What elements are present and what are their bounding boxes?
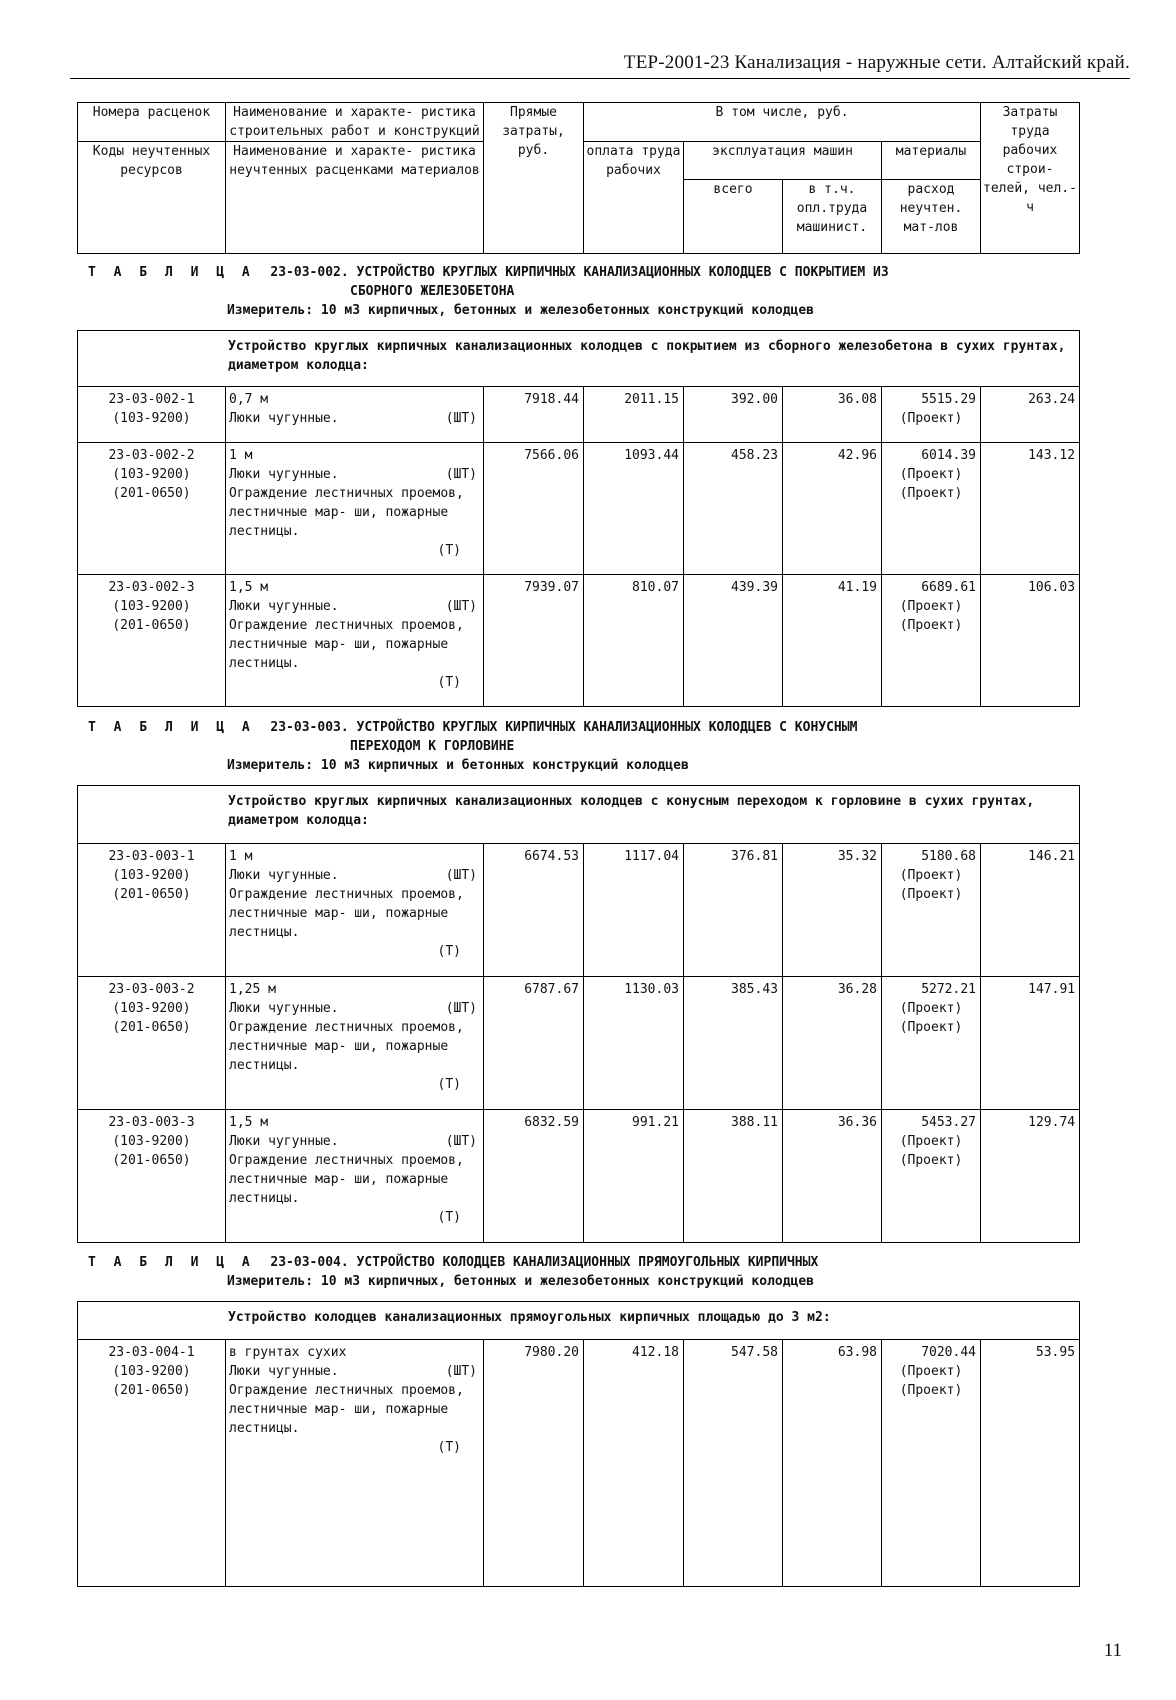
code-cell — [78, 443, 226, 575]
labor-pay: 412.18 — [584, 1340, 684, 1587]
table-row — [78, 1110, 1080, 1243]
direct-costs: 7980.20 — [484, 1340, 584, 1587]
name-cell — [226, 387, 484, 443]
table-row — [78, 1340, 1080, 1587]
labor-hours: 53.95 — [981, 1340, 1080, 1587]
table-row — [78, 844, 1080, 977]
header-name-works: Наименование и характе- ристика строительных работ и конструкций — [226, 103, 484, 142]
name-cell — [226, 1110, 484, 1243]
labor-pay: 1117.04 — [584, 844, 684, 977]
code-cell — [78, 575, 226, 707]
materials-note: (Проект) — [899, 411, 963, 426]
materials-note: (Проект) — [899, 486, 963, 501]
materials-note: (Проект) — [899, 1364, 963, 1379]
work-size: 1 м — [229, 448, 253, 463]
fence-label: Ограждение лестничных проемов, лестничные мар- ши, пожарные лестницы. — [229, 887, 464, 940]
materials-value: 7020.44 — [921, 1345, 976, 1360]
table-label: Т А Б Л И Ц А — [88, 1255, 255, 1270]
operator-pay: 36.08 — [783, 387, 882, 443]
hatches-label: Люки чугунные. — [229, 467, 339, 482]
table-label: Т А Б Л И Ц А — [88, 265, 255, 280]
header-including: В том числе, руб. — [584, 103, 981, 142]
table-title: 23-03-002. УСТРОЙСТВО КРУГЛЫХ КИРПИЧНЫХ КАНАЛИЗАЦИОННЫХ КОЛОДЦЕВ С ПОКРЫТИЕМ ИЗ — [270, 265, 889, 280]
direct-costs: 7566.06 — [484, 443, 584, 575]
header-resource-codes: Коды неучтенных ресурсов — [78, 142, 226, 254]
unit-label: (Т) — [437, 1440, 461, 1455]
table-row — [78, 443, 1080, 575]
fence-label: Ограждение лестничных проемов, лестничные мар- ши, пожарные лестницы. — [229, 1020, 464, 1073]
section-title — [88, 263, 1088, 320]
header-materials: материалы — [882, 142, 981, 180]
direct-costs: 6674.53 — [484, 844, 584, 977]
materials-cell — [882, 844, 981, 977]
price-code: 23-03-004-1 — [108, 1345, 195, 1360]
materials-value: 6689.61 — [921, 580, 976, 595]
unit-label: (Т) — [437, 543, 461, 558]
fence-label: Ограждение лестничных проемов, лестничные мар- ши, пожарные лестницы. — [229, 486, 464, 539]
machines-total: 376.81 — [684, 844, 783, 977]
hatches-label: Люки чугунные. — [229, 1364, 339, 1379]
materials-note: (Проект) — [899, 467, 963, 482]
labor-pay: 2011.15 — [584, 387, 684, 443]
direct-costs: 7939.07 — [484, 575, 584, 707]
column-header-table — [77, 102, 1080, 254]
resource-code: (103-9200) — [112, 467, 191, 482]
hatches-label: Люки чугунные. — [229, 1134, 339, 1149]
resource-code: (103-9200) — [112, 411, 191, 426]
materials-note: (Проект) — [899, 618, 963, 633]
machines-total: 458.23 — [684, 443, 783, 575]
work-size: 1 м — [229, 849, 253, 864]
resource-code: (201-0650) — [112, 618, 191, 633]
header-material-usage: расход неучтен. мат-лов — [882, 180, 981, 254]
name-cell — [226, 1340, 484, 1587]
materials-note: (Проект) — [899, 599, 963, 614]
labor-pay: 810.07 — [584, 575, 684, 707]
work-size: 1,5 м — [229, 1115, 269, 1130]
price-code: 23-03-003-3 — [108, 1115, 195, 1130]
materials-note: (Проект) — [899, 1383, 963, 1398]
resource-code: (201-0650) — [112, 1153, 191, 1168]
table-row — [78, 575, 1080, 707]
header-total: всего — [684, 180, 783, 254]
header-labor-pay: оплата труда рабочих — [584, 142, 684, 254]
fence-label: Ограждение лестничных проемов, лестничные мар- ши, пожарные лестницы. — [229, 618, 464, 671]
name-cell — [226, 575, 484, 707]
materials-value: 5453.27 — [921, 1115, 976, 1130]
resource-code: (103-9200) — [112, 1134, 191, 1149]
price-table — [77, 330, 1080, 707]
unit-label: (ШТ) — [445, 599, 477, 614]
hatches-label: Люки чугунные. — [229, 868, 339, 883]
work-size: 0,7 м — [229, 392, 269, 407]
name-cell — [226, 443, 484, 575]
labor-hours: 146.21 — [981, 844, 1080, 977]
unit-label: (Т) — [437, 1210, 461, 1225]
labor-hours: 129.74 — [981, 1110, 1080, 1243]
code-cell — [78, 977, 226, 1110]
unit-label: (ШТ) — [445, 1134, 477, 1149]
work-size: 1,25 м — [229, 982, 276, 997]
work-size: в грунтах сухих — [229, 1345, 347, 1360]
code-cell — [78, 1340, 226, 1587]
operator-pay: 63.98 — [783, 1340, 882, 1587]
materials-cell — [882, 443, 981, 575]
direct-costs: 6832.59 — [484, 1110, 584, 1243]
table-title-cont: ПЕРЕХОДОМ К ГОРЛОВИНЕ — [350, 739, 515, 754]
materials-cell — [882, 1340, 981, 1587]
price-code: 23-03-002-2 — [108, 448, 195, 463]
resource-code: (201-0650) — [112, 1020, 191, 1035]
section-intro: Устройство круглых кирпичных канализационных колодцев с конусным переходом к горловине в сухих грунтах, диаметром колодца: — [78, 786, 1080, 844]
table-title: 23-03-003. УСТРОЙСТВО КРУГЛЫХ КИРПИЧНЫХ КАНАЛИЗАЦИОННЫХ КОЛОДЦЕВ С КОНУСНЫМ — [270, 720, 858, 735]
machines-total: 439.39 — [684, 575, 783, 707]
materials-note: (Проект) — [899, 1020, 963, 1035]
header-name-resources: Наименование и характе- ристика неучтенных расценками материалов — [226, 142, 484, 254]
operator-pay: 36.28 — [783, 977, 882, 1110]
materials-cell — [882, 387, 981, 443]
machines-total: 388.11 — [684, 1110, 783, 1243]
materials-value: 5272.21 — [921, 982, 976, 997]
hatches-label: Люки чугунные. — [229, 411, 339, 426]
section-title — [88, 1253, 1088, 1291]
table-label: Т А Б Л И Ц А — [88, 720, 255, 735]
header-direct-costs: Прямые затраты, руб. — [484, 103, 584, 254]
price-code: 23-03-003-1 — [108, 849, 195, 864]
materials-note: (Проект) — [899, 1153, 963, 1168]
materials-value: 5515.29 — [921, 392, 976, 407]
section-intro: Устройство круглых кирпичных канализационных колодцев с покрытием из сборного железобетона в сухих грунтах, диаметром колодца: — [78, 331, 1080, 387]
labor-pay: 1093.44 — [584, 443, 684, 575]
materials-note: (Проект) — [899, 887, 963, 902]
resource-code: (201-0650) — [112, 1383, 191, 1398]
name-cell — [226, 844, 484, 977]
unit-label: (ШТ) — [445, 868, 477, 883]
header-operator-pay: в т.ч. опл.труда машинист. — [783, 180, 882, 254]
unit-label: (Т) — [437, 1077, 461, 1092]
fence-label: Ограждение лестничных проемов, лестничные мар- ши, пожарные лестницы. — [229, 1153, 464, 1206]
unit-label: (Т) — [437, 944, 461, 959]
meter: Измеритель: 10 м3 кирпичных и бетонных конструкций колодцев — [227, 758, 689, 773]
header-rule — [70, 78, 1130, 79]
materials-value: 5180.68 — [921, 849, 976, 864]
materials-cell — [882, 575, 981, 707]
header-labor-costs: Затраты труда рабочих строи- телей, чел.-ч — [981, 103, 1080, 254]
operator-pay: 42.96 — [783, 443, 882, 575]
header-machine-operation: эксплуатация машин — [684, 142, 882, 180]
operator-pay: 35.32 — [783, 844, 882, 977]
materials-cell — [882, 977, 981, 1110]
labor-pay: 1130.03 — [584, 977, 684, 1110]
table-title: 23-03-004. УСТРОЙСТВО КОЛОДЦЕВ КАНАЛИЗАЦИОННЫХ ПРЯМОУГОЛЬНЫХ КИРПИЧНЫХ — [270, 1255, 819, 1270]
resource-code: (103-9200) — [112, 599, 191, 614]
code-cell — [78, 844, 226, 977]
work-size: 1,5 м — [229, 580, 269, 595]
labor-pay: 991.21 — [584, 1110, 684, 1243]
labor-hours: 263.24 — [981, 387, 1080, 443]
labor-hours: 143.12 — [981, 443, 1080, 575]
hatches-label: Люки чугунные. — [229, 1001, 339, 1016]
resource-code: (103-9200) — [112, 868, 191, 883]
page-number: 11 — [1103, 1640, 1122, 1661]
operator-pay: 36.36 — [783, 1110, 882, 1243]
name-cell — [226, 977, 484, 1110]
unit-label: (Т) — [437, 675, 461, 690]
direct-costs: 7918.44 — [484, 387, 584, 443]
machines-total: 385.43 — [684, 977, 783, 1110]
materials-note: (Проект) — [899, 1134, 963, 1149]
unit-label: (ШТ) — [445, 1001, 477, 1016]
materials-note: (Проект) — [899, 868, 963, 883]
price-code: 23-03-003-2 — [108, 982, 195, 997]
resource-code: (201-0650) — [112, 887, 191, 902]
table-row — [78, 387, 1080, 443]
price-code: 23-03-002-1 — [108, 392, 195, 407]
labor-hours: 147.91 — [981, 977, 1080, 1110]
hatches-label: Люки чугунные. — [229, 599, 339, 614]
materials-value: 6014.39 — [921, 448, 976, 463]
section-intro: Устройство колодцев канализационных прямоугольных кирпичных площадью до 3 м2: — [78, 1302, 1080, 1340]
resource-code: (103-9200) — [112, 1001, 191, 1016]
code-cell — [78, 387, 226, 443]
price-table — [77, 1301, 1080, 1587]
meter: Измеритель: 10 м3 кирпичных, бетонных и железобетонных конструкций колодцев — [227, 1274, 814, 1289]
materials-cell — [882, 1110, 981, 1243]
table-title-cont: СБОРНОГО ЖЕЛЕЗОБЕТОНА — [350, 284, 515, 299]
meter: Измеритель: 10 м3 кирпичных, бетонных и железобетонных конструкций колодцев — [227, 303, 814, 318]
machines-total: 547.58 — [684, 1340, 783, 1587]
code-cell — [78, 1110, 226, 1243]
operator-pay: 41.19 — [783, 575, 882, 707]
fence-label: Ограждение лестничных проемов, лестничные мар- ши, пожарные лестницы. — [229, 1383, 464, 1436]
materials-note: (Проект) — [899, 1001, 963, 1016]
table-row — [78, 977, 1080, 1110]
labor-hours: 106.03 — [981, 575, 1080, 707]
machines-total: 392.00 — [684, 387, 783, 443]
price-table — [77, 785, 1080, 1243]
resource-code: (201-0650) — [112, 486, 191, 501]
unit-label: (ШТ) — [445, 411, 477, 426]
direct-costs: 6787.67 — [484, 977, 584, 1110]
unit-label: (ШТ) — [445, 1364, 477, 1379]
price-code: 23-03-002-3 — [108, 580, 195, 595]
running-head: ТЕР-2001-23 Канализация - наружные сети. Алтайский край. — [623, 52, 1130, 73]
unit-label: (ШТ) — [445, 467, 477, 482]
section-title — [88, 718, 1088, 775]
header-price-numbers: Номера расценок — [78, 103, 226, 142]
resource-code: (103-9200) — [112, 1364, 191, 1379]
